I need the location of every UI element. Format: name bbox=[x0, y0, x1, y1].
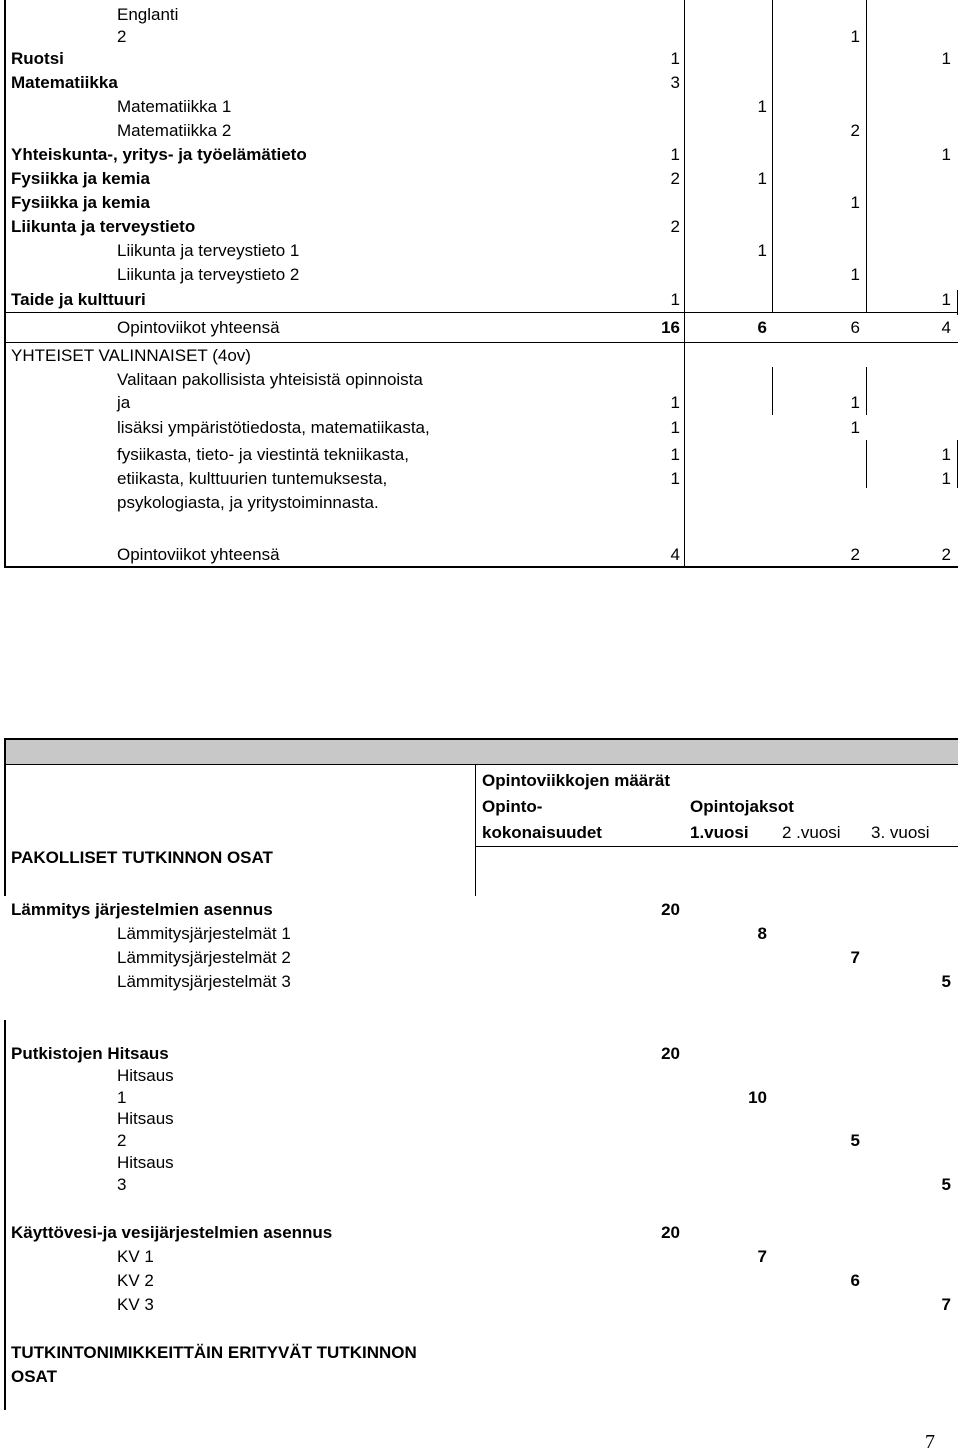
fysiikka1-c1: 2 bbox=[670, 169, 680, 188]
fysiikka2-c3: 1 bbox=[850, 193, 860, 212]
kayttovesi-title: Käyttövesi-ja vesijärjestelmien asennus bbox=[11, 1223, 333, 1242]
lammitys-title: Lämmitys järjestelmien asennus bbox=[11, 900, 273, 919]
lammitys-sub3: Lämmitysjärjestelmät 3 bbox=[117, 972, 291, 991]
lammitys-v3: 5 bbox=[941, 972, 951, 991]
hitsaus-total: 20 bbox=[661, 1044, 680, 1063]
section2-r4c1: 1 bbox=[670, 469, 680, 488]
header-vuosi2: 2 .vuosi bbox=[782, 823, 841, 842]
hitsaus-sub3: Hitsaus bbox=[117, 1153, 174, 1172]
lammitys-total: 20 bbox=[661, 900, 680, 919]
table2-header-hline bbox=[475, 846, 958, 847]
left-border bbox=[4, 0, 6, 567]
kayttovesi-v2: 6 bbox=[850, 1271, 860, 1290]
yhteiskunta-label: Yhteiskunta-, yritys- ja työelämätieto bbox=[11, 145, 307, 164]
liik2-label: Liikunta ja terveystieto 2 bbox=[117, 265, 300, 284]
section2-line1: Valitaan pakollisista yhteisistä opinnoista bbox=[117, 370, 423, 389]
matematiikka-c1: 3 bbox=[670, 73, 680, 92]
hitsaus-sub1: Hitsaus bbox=[117, 1066, 174, 1085]
hitsaus-n3: 3 bbox=[117, 1175, 127, 1194]
lammitys-v2: 7 bbox=[850, 948, 860, 967]
header-vuosi1: 1.vuosi bbox=[690, 823, 749, 842]
table2-left-border-2 bbox=[4, 1020, 6, 1410]
header-kokonaisuudet: kokonaisuudet bbox=[482, 823, 602, 842]
total2-c1: 4 bbox=[670, 545, 680, 564]
table2-top-border bbox=[4, 738, 958, 740]
section2-r1c3: 1 bbox=[850, 393, 860, 412]
ruotsi-label: Ruotsi bbox=[11, 49, 64, 68]
kayttovesi-sub1: KV 1 bbox=[117, 1247, 154, 1266]
header-vuosi3: 3. vuosi bbox=[871, 823, 930, 842]
header-opintojaksot: Opintojaksot bbox=[690, 797, 794, 816]
table2-col-divider bbox=[475, 764, 476, 896]
fysiikka1-c2: 1 bbox=[757, 169, 767, 188]
total1-c2: 6 bbox=[757, 318, 767, 337]
table2-left-border-1 bbox=[4, 738, 6, 896]
total2-c3: 2 bbox=[850, 545, 860, 564]
total2-label: Opintoviikot yhteensä bbox=[117, 545, 280, 564]
section2-r3c4: 1 bbox=[941, 445, 951, 464]
table2-band-bottom bbox=[4, 764, 958, 765]
englanti-c1: 2 bbox=[117, 27, 127, 46]
hitsaus-v2: 5 bbox=[850, 1131, 860, 1150]
hitsaus-v1: 10 bbox=[748, 1088, 767, 1107]
hline-taide bbox=[4, 312, 958, 313]
col-divider-3c bbox=[866, 440, 867, 488]
fysiikka2-label: Fysiikka ja kemia bbox=[11, 193, 150, 212]
liikunta-label: Liikunta ja terveystieto bbox=[11, 217, 196, 236]
liikunta-c1: 2 bbox=[670, 217, 680, 236]
liik2-c3: 1 bbox=[850, 265, 860, 284]
header-opinto: Opinto- bbox=[482, 797, 543, 816]
fysiikka1-label: Fysiikka ja kemia bbox=[11, 169, 150, 188]
page-number: 7 bbox=[925, 1431, 935, 1453]
col-divider-3b bbox=[866, 367, 867, 415]
liik1-c2: 1 bbox=[757, 241, 767, 260]
kayttovesi-v1: 7 bbox=[757, 1247, 767, 1266]
englanti-c3: 1 bbox=[850, 27, 860, 46]
kayttovesi-total: 20 bbox=[661, 1223, 680, 1242]
total1-label: Opintoviikot yhteensä bbox=[117, 318, 280, 337]
hline-total1 bbox=[4, 342, 958, 343]
section2-r4c4: 1 bbox=[941, 469, 951, 488]
ruotsi-c1: 1 bbox=[670, 49, 680, 68]
hitsaus-n1: 1 bbox=[117, 1088, 127, 1107]
mat2-label: Matematiikka 2 bbox=[117, 121, 232, 140]
section2-r1c1: 1 bbox=[670, 393, 680, 412]
header-pakolliset: PAKOLLISET TUTKINNON OSAT bbox=[11, 848, 273, 867]
liik1-label: Liikunta ja terveystieto 1 bbox=[117, 241, 300, 260]
mat1-label: Matematiikka 1 bbox=[117, 97, 232, 116]
yhteiskunta-c4: 1 bbox=[941, 145, 951, 164]
matematiikka-label: Matematiikka bbox=[11, 73, 118, 92]
lammitys-sub2: Lämmitysjärjestelmät 2 bbox=[117, 948, 291, 967]
section2-r3c1: 1 bbox=[670, 445, 680, 464]
mat1-c2: 1 bbox=[757, 97, 767, 116]
lammitys-v1: 8 bbox=[757, 924, 767, 943]
lammitys-sub1: Lämmitysjärjestelmät 1 bbox=[117, 924, 291, 943]
tutkintonimike-line1: TUTKINTONIMIKKEITTÄIN ERITYVÄT TUTKINNON bbox=[11, 1343, 417, 1362]
englanti-label: Englanti bbox=[117, 5, 179, 24]
hitsaus-sub2: Hitsaus bbox=[117, 1109, 174, 1128]
hline-total2 bbox=[4, 566, 958, 568]
col-divider-2 bbox=[772, 0, 773, 312]
section2-line2: ja bbox=[117, 393, 131, 412]
table2-header-band bbox=[4, 738, 958, 765]
taide-c4: 1 bbox=[941, 290, 951, 309]
total2-c4: 2 bbox=[941, 545, 951, 564]
section2-line4: fysiikasta, tieto- ja viestintä tekniikasta, bbox=[117, 445, 409, 464]
mat2-c3: 2 bbox=[850, 121, 860, 140]
section2-r2c1: 1 bbox=[670, 418, 680, 437]
header-opintoviikkojen: Opintoviikkojen määrät bbox=[482, 771, 670, 790]
hitsaus-v3: 5 bbox=[941, 1175, 951, 1194]
hitsaus-n2: 2 bbox=[117, 1131, 127, 1150]
taide-c1: 1 bbox=[670, 290, 680, 309]
section2-line5: etiikasta, kulttuurien tuntemuksesta, bbox=[117, 469, 388, 488]
col-divider-3 bbox=[866, 0, 867, 312]
taide-label: Taide ja kulttuuri bbox=[11, 290, 146, 309]
section2-title: YHTEISET VALINNAISET (4ov) bbox=[11, 346, 251, 365]
col-divider-1 bbox=[684, 0, 685, 567]
tutkintonimike-line2: OSAT bbox=[11, 1367, 57, 1386]
yhteiskunta-c1: 1 bbox=[670, 145, 680, 164]
total1-c3: 6 bbox=[850, 318, 860, 337]
hitsaus-title: Putkistojen Hitsaus bbox=[11, 1044, 169, 1063]
section2-r2c3: 1 bbox=[850, 418, 860, 437]
kayttovesi-v3: 7 bbox=[941, 1295, 951, 1314]
kayttovesi-sub2: KV 2 bbox=[117, 1271, 154, 1290]
kayttovesi-sub3: KV 3 bbox=[117, 1295, 154, 1314]
right-tick-2 bbox=[957, 440, 958, 488]
ruotsi-c4: 1 bbox=[941, 49, 951, 68]
section2-line3: lisäksi ympäristötiedosta, matematiikasta, bbox=[117, 418, 430, 437]
total1-c1: 16 bbox=[661, 318, 680, 337]
total1-c4: 4 bbox=[941, 318, 951, 337]
col-divider-2b bbox=[772, 367, 773, 415]
section2-line6: psykologiasta, ja yritystoiminnasta. bbox=[117, 493, 379, 512]
